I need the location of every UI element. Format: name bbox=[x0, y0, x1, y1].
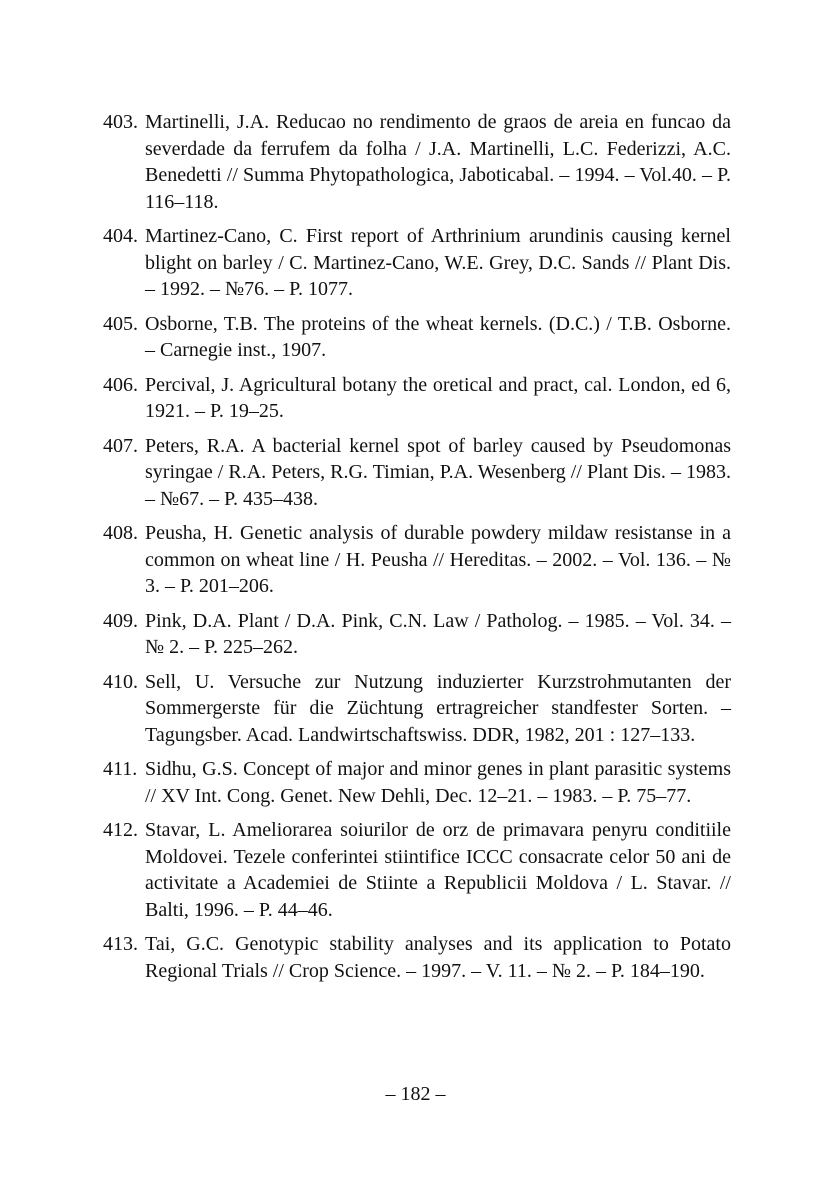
page-number: – 182 – bbox=[385, 1083, 446, 1105]
reference-text: Stavar, L. Ameliorarea soiurilor de orz de primavara penyru conditiile Moldovei. Tezele conferintei stiintifice ICCC consacrate celor 50 ani de activitate a Academiei de Stiinte a Republicii Moldova / L. Stavar. // Balti, 1996. – P. 44–46. bbox=[145, 819, 731, 921]
reference-item bbox=[103, 520, 731, 600]
reference-number: 409. bbox=[103, 609, 138, 632]
reference-text: Osborne, T.B. The proteins of the wheat kernels. (D.C.) / T.B. Osborne. – Carnegie inst., 1907. bbox=[145, 312, 731, 361]
reference-item bbox=[103, 756, 731, 809]
reference-item bbox=[103, 669, 731, 749]
reference-text: Percival, J. Agricultural botany the oretical and pract, cal. London, ed 6, 1921. – P. 19–25. bbox=[145, 373, 731, 422]
reference-item bbox=[103, 223, 731, 303]
reference-list bbox=[103, 109, 731, 992]
reference-number: 410. bbox=[103, 670, 138, 693]
reference-text: Pink, D.A. Plant / D.A. Pink, C.N. Law / Patholog. – 1985. – Vol. 34. – № 2. – P. 225–262. bbox=[145, 609, 731, 658]
reference-item bbox=[103, 931, 731, 984]
reference-item bbox=[103, 608, 731, 661]
reference-item bbox=[103, 433, 731, 513]
reference-number: 413. bbox=[103, 933, 138, 955]
reference-item bbox=[103, 311, 731, 364]
reference-text: Tai, G.C. Genotypic stability analyses and its application to Potato Regional Trials // Crop Science. – 1997. – V. 11. – № 2. – P. 184–190. bbox=[145, 933, 731, 982]
reference-number: 405. bbox=[103, 312, 138, 335]
reference-number: 408. bbox=[103, 522, 138, 544]
reference-text: Sidhu, G.S. Concept of major and minor genes in plant parasitic systems // XV Int. Cong. Genet. New Dehli, Dec. 12–21. – 1983. – P. 75–77. bbox=[145, 758, 731, 807]
reference-number: 411. bbox=[103, 758, 138, 780]
reference-text: Peters, R.A. A bacterial kernel spot of barley caused by Pseudomonas syringae / R.A. Peters, R.G. Timian, P.A. Wesenberg // Plant Dis. – 1983. – №67. – P. 435–438. bbox=[145, 434, 731, 510]
reference-text: Sell, U. Versuche zur Nutzung induzierter Kurzstrohmutanten der Sommergerste für die Züchtung ertragreicher standfester Sorten. – Tagungsber. Acad. Landwirtschaftswiss. DDR, 1982, 201 : 127–133. bbox=[145, 670, 731, 746]
reference-text: Martinelli, J.A. Reducao no rendimento de graos de areia en funcao da severdade da ferrufem da folha / J.A. Martinelli, L.C. Federizzi, A.C. Benedetti // Summa Phytopathologica, Jaboticabal. – 1994. – Vol.40. – P. 116–118. bbox=[145, 111, 731, 213]
reference-number: 407. bbox=[103, 434, 138, 457]
reference-number: 406. bbox=[103, 373, 138, 396]
reference-text: Martinez-Cano, C. First report of Arthrinium arundinis causing kernel blight on barley / C. Martinez-Cano, W.E. Grey, D.C. Sands // Plant Dis. – 1992. – №76. – P. 1077. bbox=[145, 225, 731, 300]
reference-text: Peusha, H. Genetic analysis of durable powdery mildaw resistanse in a common on wheat line / H. Peusha // Hereditas. – 2002. – Vol. 136. – № 3. – P. 201–206. bbox=[145, 522, 731, 597]
reference-number: 404. bbox=[103, 225, 138, 247]
reference-number: 412. bbox=[103, 819, 138, 841]
reference-item bbox=[103, 372, 731, 425]
reference-item bbox=[103, 109, 731, 215]
reference-item bbox=[103, 817, 731, 923]
reference-number: 403. bbox=[103, 111, 138, 133]
